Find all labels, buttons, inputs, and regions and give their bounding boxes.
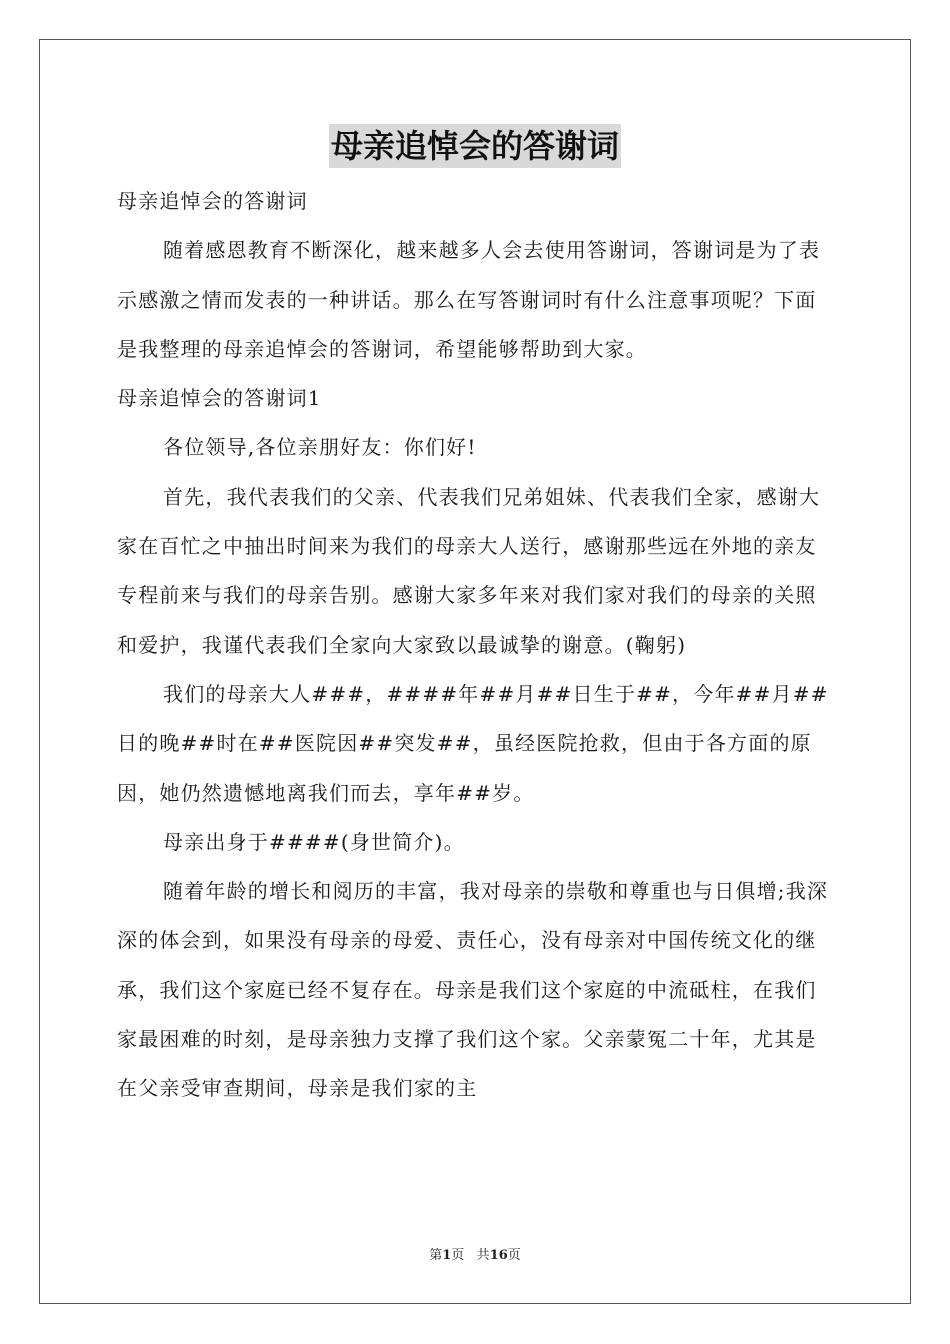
paragraph-intro: 随着感恩教育不断深化，越来越多人会去使用答谢词，答谢词是为了表示感激之情而发表的一种讲话。那么在写答谢词时有什么注意事项呢？下面是我整理的母亲追悼会的答谢词，希望能够帮助到大家。	[117, 238, 821, 361]
paragraph-biography: 我们的母亲大人###，####年##月##日生于##，今年##月##日的晚##时在##医院因##突发##，虽经医院抢救，但由于各方面的原因，她仍然遗憾地离我们而去，享年##岁。	[117, 681, 829, 805]
paragraph-thanks: 首先，我代表我们的父亲、代表我们兄弟姐妹、代表我们全家，感谢大家在百忙之中抽出时间来为我们的母亲大人送行，感谢那些远在外地的亲友专程前来与我们的母亲告别。感谢大家多年来对我们家对我们的母亲的关照和爱护，我谨代表我们全家向大家致以最诚挚的谢意。(鞠躬)	[117, 484, 821, 657]
paragraph-greeting: 各位领导,各位亲朋好友：你们好!	[163, 435, 477, 460]
paragraph-origin: 母亲出身于####(身世简介)。	[163, 829, 465, 854]
footer-prefix: 第	[429, 1248, 443, 1263]
footer-page-suffix: 页	[451, 1248, 465, 1263]
footer-total-pages: 16	[489, 1248, 508, 1263]
title-wrap	[0, 124, 950, 168]
footer-page-number: 1	[442, 1248, 452, 1263]
paragraph-tribute: 随着年龄的增长和阅历的丰富，我对母亲的崇敬和尊重也与日俱增;我深深的体会到，如果没有母亲的母爱、责任心，没有母亲对中国传统文化的继承，我们这个家庭已经不复存在。母亲是我们这个家庭的中流砥柱，在我们家最困难的时刻，是母亲独力支撑了我们这个家。父亲蒙冤二十年，尤其是在父亲受审查期间，母亲是我们家的主	[117, 879, 829, 1101]
paragraph-heading: 母亲追悼会的答谢词	[117, 189, 308, 213]
page-footer	[0, 1247, 950, 1265]
footer-total-prefix: 共	[476, 1248, 490, 1263]
footer-total-suffix: 页	[507, 1248, 521, 1263]
document-title: 母亲追悼会的答谢词	[329, 124, 621, 168]
paragraph-section-heading: 母亲追悼会的答谢词1	[117, 386, 322, 411]
document-body	[117, 177, 837, 1114]
